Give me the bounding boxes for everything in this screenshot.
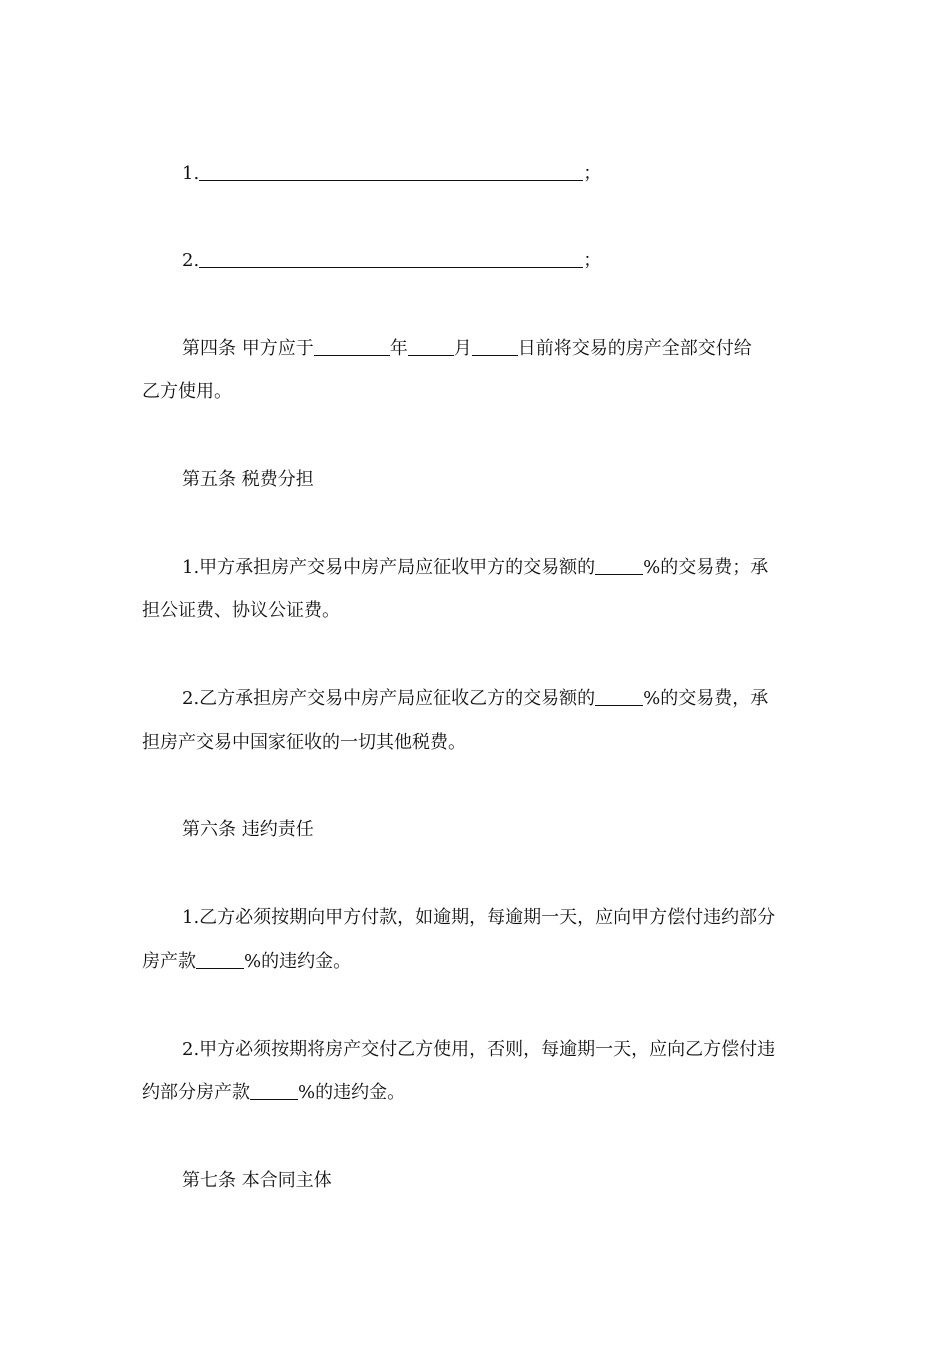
- fill-blank: [199, 249, 583, 268]
- percent-blank: [595, 687, 643, 706]
- article-4-line-1: [182, 337, 752, 361]
- article-5-item-2-line-1: [182, 687, 768, 711]
- article-5-item-2-suffix: %的交易费，承: [643, 688, 769, 709]
- list-end: ；: [583, 250, 602, 271]
- article-6-item-1-suffix: %的违约金。: [244, 951, 352, 972]
- list-item-2: [182, 249, 601, 273]
- article-5-item-1-text: 1.甲方承担房产交易中房产局应征收甲方的交易额的: [182, 557, 596, 578]
- article-4-prefix: 第四条 甲方应于: [182, 338, 314, 359]
- article-4-suffix: 日前将交易的房产全部交付给: [517, 338, 752, 359]
- article-5-item-1-suffix: %的交易费；承: [643, 557, 769, 578]
- list-item-1: [182, 162, 601, 186]
- article-4-line-2: 乙方使用。: [142, 381, 232, 402]
- day-blank: [472, 337, 518, 356]
- article-6-item-2-text: 约部分房产款: [142, 1082, 250, 1103]
- article-5-item-1-line-2: 担公证费、协议公证费。: [142, 600, 340, 621]
- article-6-item-1-text: 房产款: [142, 951, 196, 972]
- month-label: 月: [453, 338, 472, 359]
- article-5-item-1-line-1: [182, 556, 768, 580]
- list-number: 2.: [182, 250, 200, 271]
- list-number: 1.: [182, 163, 200, 184]
- year-blank: [314, 337, 390, 356]
- article-6-item-1-line-1: 1.乙方必须按期向甲方付款，如逾期，每逾期一天，应向甲方偿付违约部分: [182, 907, 776, 928]
- percent-blank: [196, 950, 244, 969]
- article-6-item-2-suffix: %的违约金。: [298, 1082, 406, 1103]
- fill-blank: [199, 162, 583, 181]
- article-5-item-2-text: 2.乙方承担房产交易中房产局应征收乙方的交易额的: [182, 688, 596, 709]
- article-5-heading: 第五条 税费分担: [182, 469, 314, 490]
- article-6-item-1-line-2: [142, 950, 351, 974]
- year-label: 年: [389, 338, 408, 359]
- article-5-item-2-line-2: 担房产交易中国家征收的一切其他税费。: [142, 732, 466, 753]
- article-6-heading: 第六条 违约责任: [182, 819, 314, 840]
- month-blank: [408, 337, 454, 356]
- list-end: ；: [583, 163, 602, 184]
- article-6-item-2-line-1: 2.甲方必须按期将房产交付乙方使用，否则，每逾期一天，应向乙方偿付违: [182, 1039, 776, 1060]
- article-6-item-2-line-2: [142, 1081, 405, 1105]
- percent-blank: [595, 556, 643, 575]
- article-7-heading: 第七条 本合同主体: [182, 1170, 332, 1191]
- percent-blank: [250, 1081, 298, 1100]
